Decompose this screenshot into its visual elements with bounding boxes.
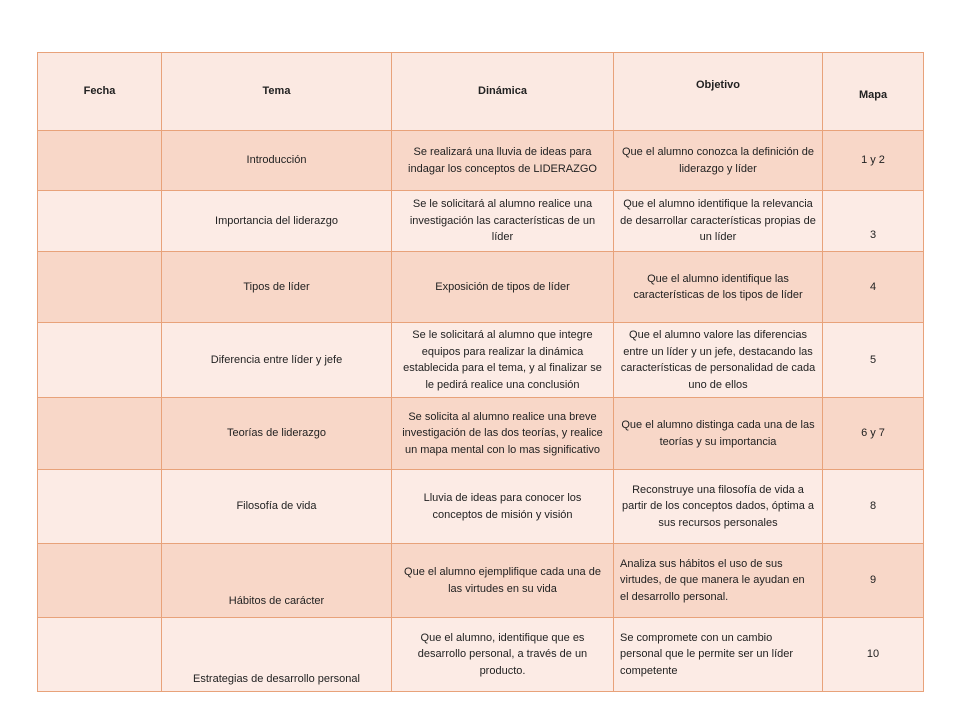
cell-tema: Hábitos de carácter <box>162 544 392 618</box>
cell-fecha <box>38 618 162 692</box>
cell-tema: Tipos de líder <box>162 252 392 323</box>
cell-fecha <box>38 252 162 323</box>
cell-dinamica: Se solicita al alumno realice una breve investigación de las dos teorías, y realice un mapa mental con lo mas significativo <box>392 398 614 470</box>
header-mapa: Mapa <box>823 53 924 131</box>
cell-fecha <box>38 470 162 544</box>
table-row <box>38 191 924 252</box>
cell-mapa: 9 <box>823 544 924 618</box>
cell-fecha <box>38 544 162 618</box>
cell-dinamica: Se le solicitará al alumno que integre equipos para realizar la dinámica establecida para el tema, y al finalizar se le pedirá realice una conclusión <box>392 323 614 398</box>
table-row <box>38 252 924 323</box>
cell-fecha <box>38 131 162 191</box>
cell-dinamica: Exposición de tipos de líder <box>392 252 614 323</box>
cell-dinamica: Que el alumno, identifique que es desarrollo personal, a través de un producto. <box>392 618 614 692</box>
cell-mapa: 5 <box>823 323 924 398</box>
cell-mapa: 8 <box>823 470 924 544</box>
cell-tema: Importancia del liderazgo <box>162 191 392 252</box>
cell-tema: Filosofía de vida <box>162 470 392 544</box>
cell-dinamica: Que el alumno ejemplifique cada una de las virtudes en su vida <box>392 544 614 618</box>
cell-dinamica: Lluvia de ideas para conocer los conceptos de misión y visión <box>392 470 614 544</box>
planning-table <box>37 52 924 692</box>
cell-fecha <box>38 323 162 398</box>
cell-objetivo: Se compromete con un cambio personal que le permite ser un líder competente <box>614 618 823 692</box>
header-fecha: Fecha <box>38 53 162 131</box>
header-dinamica: Dinámica <box>392 53 614 131</box>
cell-fecha <box>38 398 162 470</box>
header-tema: Tema <box>162 53 392 131</box>
cell-tema: Introducción <box>162 131 392 191</box>
cell-mapa: 3 <box>823 191 924 252</box>
cell-mapa: 10 <box>823 618 924 692</box>
cell-objetivo: Que el alumno conozca la definición de liderazgo y líder <box>614 131 823 191</box>
cell-tema: Diferencia entre líder y jefe <box>162 323 392 398</box>
cell-mapa: 1 y 2 <box>823 131 924 191</box>
table-row <box>38 398 924 470</box>
cell-objetivo: Que el alumno identifique la relevancia de desarrollar características propias de un líder <box>614 191 823 252</box>
cell-objetivo: Que el alumno valore las diferencias entre un líder y un jefe, destacando las características de personalidad de cada uno de ellos <box>614 323 823 398</box>
cell-objetivo: Que el alumno identifique las características de los tipos de líder <box>614 252 823 323</box>
cell-mapa: 6 y 7 <box>823 398 924 470</box>
cell-dinamica: Se realizará una lluvia de ideas para indagar los conceptos de LIDERAZGO <box>392 131 614 191</box>
cell-objetivo: Reconstruye una filosofía de vida a partir de los conceptos dados, óptima a sus recursos personales <box>614 470 823 544</box>
cell-dinamica: Se le solicitará al alumno realice una investigación las características de un líder <box>392 191 614 252</box>
cell-objetivo: Analiza sus hábitos el uso de sus virtudes, de que manera le ayudan en el desarrollo personal. <box>614 544 823 618</box>
table-row <box>38 618 924 692</box>
cell-tema: Teorías de liderazgo <box>162 398 392 470</box>
header-objetivo: Objetivo <box>614 53 823 131</box>
table-row <box>38 470 924 544</box>
cell-fecha <box>38 191 162 252</box>
table-header-row <box>38 53 924 131</box>
table-row <box>38 323 924 398</box>
table-row <box>38 131 924 191</box>
table-row <box>38 544 924 618</box>
cell-objetivo: Que el alumno distinga cada una de las teorías y su importancia <box>614 398 823 470</box>
cell-mapa: 4 <box>823 252 924 323</box>
cell-tema: Estrategias de desarrollo personal <box>162 618 392 692</box>
